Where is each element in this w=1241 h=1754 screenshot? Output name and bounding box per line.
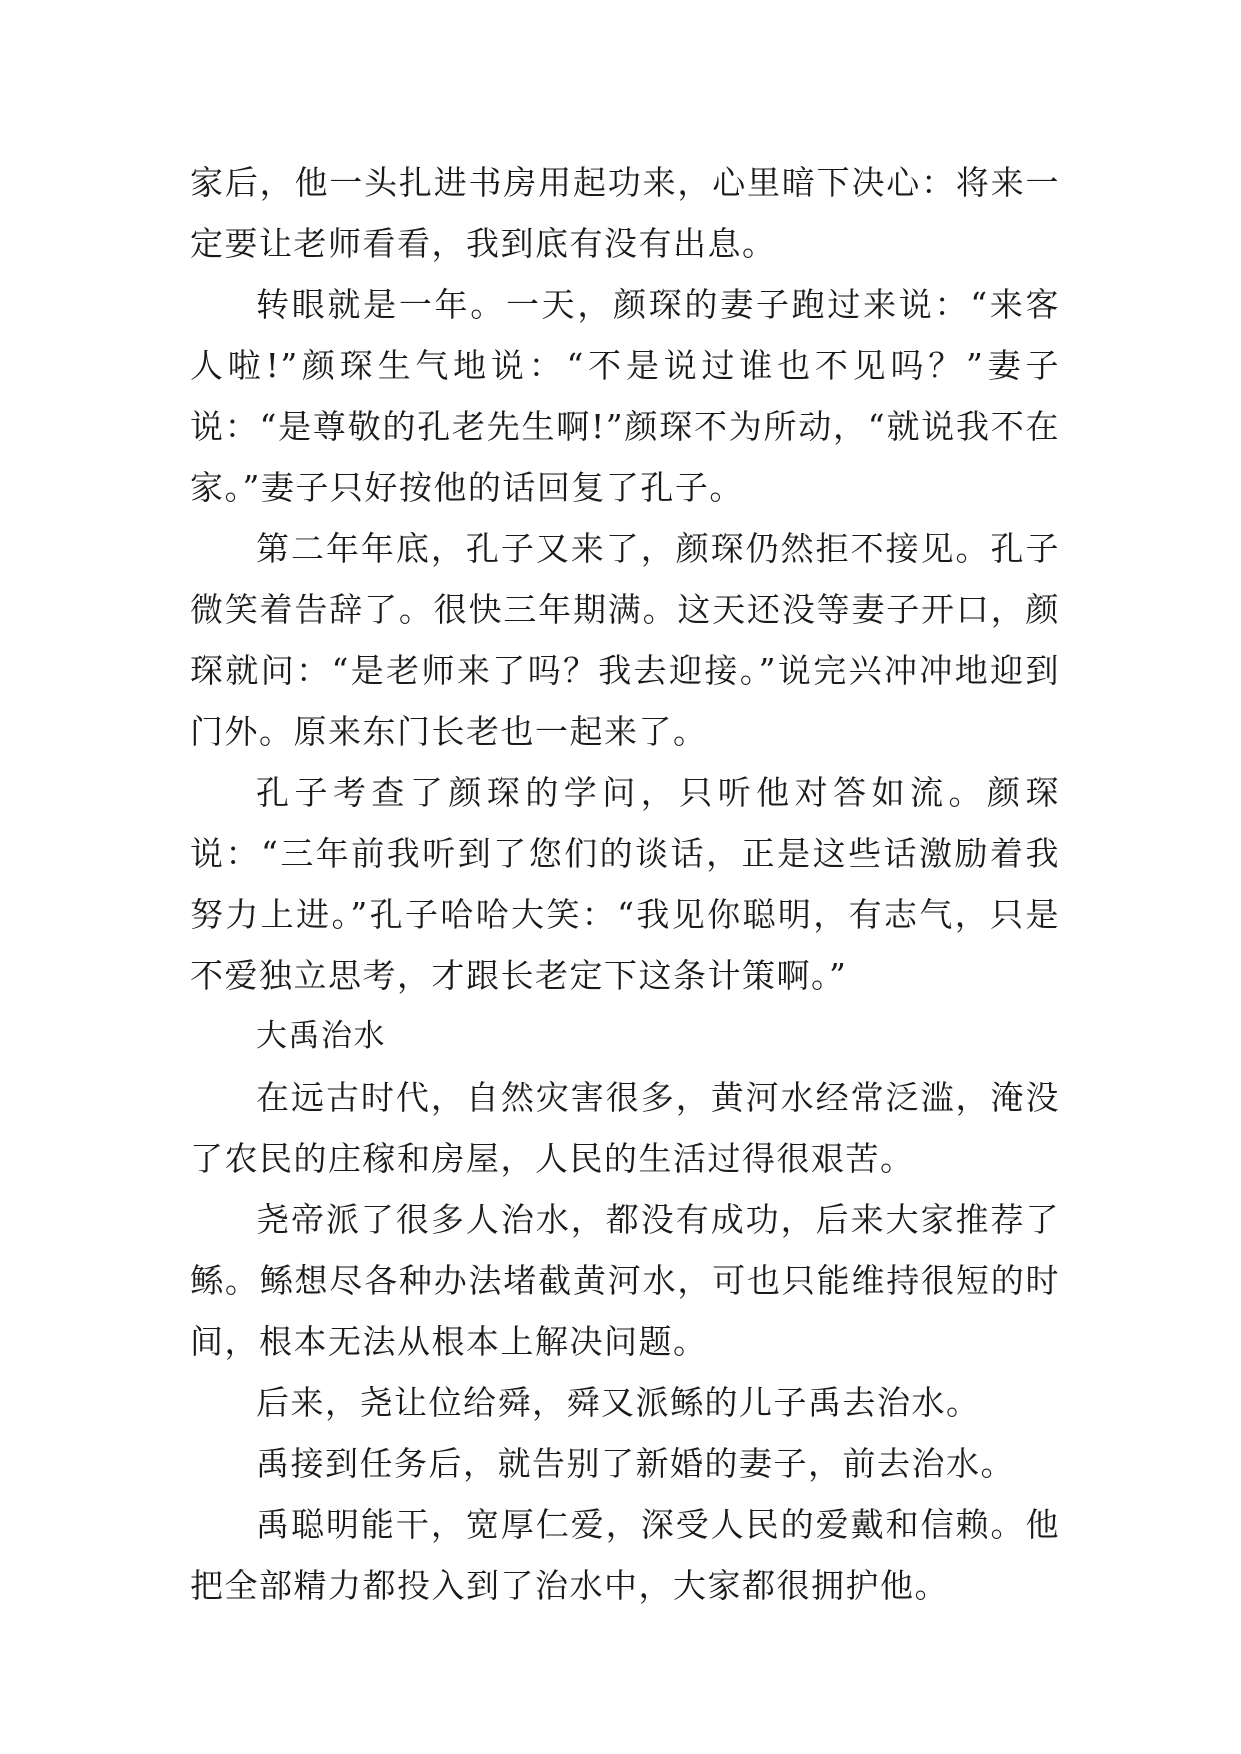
section-paragraph-2: 尧帝派了很多人治水，都没有成功，后来大家推荐了鲧。鲧想尽各种办法堵截黄河水，可也只能维持很短的时间，根本无法从根本上解决问题。: [190, 1200, 1060, 1361]
document-body: [190, 152, 1060, 1616]
section-paragraph-4: 禹接到任务后，就告别了新婚的妻子，前去治水。: [256, 1444, 1015, 1483]
section-paragraph-5: 禹聪明能干，宽厚仁爱，深受人民的爱戴和信赖。他把全部精力都投入到了治水中，大家都很拥护他。: [190, 1505, 1060, 1605]
paragraph-3: 第二年年底，孔子又来了，颜琛仍然拒不接见。孔子微笑着告辞了。很快三年期满。这天还没等妻子开口，颜琛就问：“是老师来了吗？我去迎接。”说完兴冲冲地迎到门外。原来东门长老也一起来了。: [190, 529, 1060, 751]
paragraph-1: 家后，他一头扎进书房用起功来，心里暗下决心：将来一定要让老师看看，我到底有没有出息。: [190, 163, 1060, 263]
section-title: 大禹治水: [256, 1018, 386, 1054]
section-paragraph-3: 后来，尧让位给舜，舜又派鲧的儿子禹去治水。: [256, 1383, 981, 1422]
paragraph-4: 孔子考查了颜琛的学问，只听他对答如流。颜琛说：“三年前我听到了您们的谈话，正是这些话激励着我努力上进。”孔子哈哈大笑：“我见你聪明，有志气，只是不爱独立思考，才跟长老定下这条计策啊。”: [190, 773, 1060, 995]
paragraph-2: 转眼就是一年。一天，颜琛的妻子跑过来说：“来客人啦!”颜琛生气地说：“不是说过谁也不见吗？”妻子说：“是尊敬的孔老先生啊!”颜琛不为所动，“就说我不在家。”妻子只好按他的话回复了孔子。: [190, 285, 1060, 507]
section-paragraph-1: 在远古时代，自然灾害很多，黄河水经常泛滥，淹没了农民的庄稼和房屋，人民的生活过得很艰苦。: [190, 1078, 1060, 1178]
